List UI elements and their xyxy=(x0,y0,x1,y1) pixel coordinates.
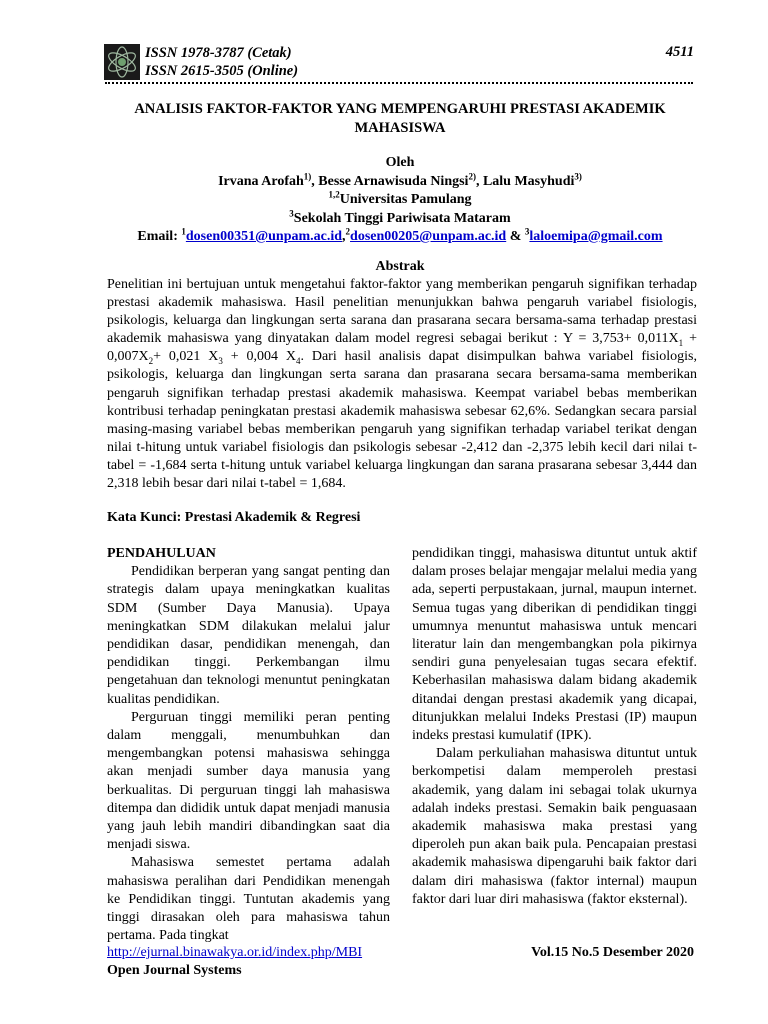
issn-block xyxy=(145,44,298,80)
affiliation-1: $^{1,2}$Universitas Pamulang xyxy=(328,189,472,207)
issn-print: ISSN 1978-3787 (Cetak) xyxy=(145,45,292,61)
abstract-body: Penelitian ini bertujuan untuk mengetahui faktor-faktor yang memberikan pengaruh signifikan terhadap prestasi akademik mahasiswa. Hasil penelitian menunjukkan bahwa pengaruh variabel fisiologis, psikologis, keluarga dan lingkungan serta sarana dan prasarana secara bersama-sama terhadap prestasi akademik mahasiswa yang dinyatakan dalam model regresi sebagai berikut : $Y = 3,753+ 0,011X_1 + 0,007X_2+ 0,021$ $X_3 + 0,004$ $X_4$. Dari hasil analisis dapat disimpulkan bahwa variabel fisiologis, psikologis, keluarga dan lingkungan serta sarana dan prasarana secara bersama-sama memberikan pengaruh signifikan terhadap prestasi akademik mahasiswa. Keempat variabel bebas memberikan kontribusi terhadap peningkatan prestasi akademik mahasiswa sebesar 62,6%. Sedangkan secara parsial masing-masing variabel bebas memberikan pengaruh yang signifikan terhadap variabel terikat dengan nilai t-hitung untuk variabel fisiologis dan psikologis sebesar -2,412 dan -2,375 lebih kecil dari nilai t-tabel = -1,684 serta t-hitung untuk variabel keluarga lingkungan dan sarana prasarana sebesar 3,444 dan 2,318 lebih besar dari nilai t-tabel = 1,684. xyxy=(107,277,697,492)
left-paragraph-2: Perguruan tinggi memiliki peran penting dalam menggali, menumbuhkan dan mengembangkan potensi mahasiswa sehingga akan menjadi sumber daya manusia yang berkualitas. Di perguruan tinggi lah mahasiswa ditempa dan dididik untuk dapat menjadi manusia yang jauh lebih mandiri dibandingkan saat dia menjadi siswa. xyxy=(107,709,390,853)
keywords: Kata Kunci: Prestasi Akademik & Regresi xyxy=(107,510,361,525)
issn-online: ISSN 2615-3505 (Online) xyxy=(145,63,299,79)
right-column xyxy=(412,545,697,909)
author-block xyxy=(100,154,700,247)
right-paragraph-2: Dalam perkuliahan mahasiswa dituntut untuk berkompetisi dalam memperoleh prestasi akademik, yang dalam ini sebagai tolak ukurnya adalah indeks prestasi. Semakin baik penguasaan akademik mahasiswa maka prestasi yang diperoleh pun akan baik pula. Pencapaian prestasi akademik mahasiswa dipengaruhi baik faktor dari dalam diri mahasiswa (faktor internal) maupun faktor dari luar diri mahasiswa (faktor eksternal). xyxy=(412,746,697,907)
journal-logo-icon xyxy=(104,44,140,80)
left-column xyxy=(107,545,390,945)
right-paragraph-1: pendidikan tinggi, mahasiswa dituntut untuk aktif dalam proses belajar mengajar melalui media yang ada, seperti perpustakaan, jurnal, maupun internet. Semua tugas yang diberikan di pendidikan tinggi umumnya menuntut mahasiswa untuk mencari literatur lain dan mengembangkan pola pikirnya sendiri guna penyelesaian tugas secara efektif. Keberhasilan mahasiswa dalam bidang akademik ditandai dengan prestasi akademik yang dicapai, ditunjukkan melalui Indeks Prestasi (IP) maupun indeks prestasi kumulatif (IPK). xyxy=(412,546,697,744)
email-link-1[interactable]: dosen00351@unpam.ac.id xyxy=(185,229,343,244)
paper-title-line1: ANALISIS FAKTOR-FAKTOR YANG MEMPENGARUHI PRESTASI AKADEMIK xyxy=(134,101,666,117)
email-line: Email: $^1$dosen00351@unpam.ac.id,$^2$dosen00205@unpam.ac.id & $^3$laloemipa@gmail.com xyxy=(137,226,663,244)
footer-url xyxy=(107,945,362,961)
journal-url-link[interactable]: http://ejurnal.binawakya.or.id/index.php/MBI xyxy=(107,945,363,960)
page-number: 4511 xyxy=(665,44,694,60)
header-divider xyxy=(105,82,693,84)
left-paragraph-3: Mahasiswa semestet pertama adalah mahasiswa peralihan dari Pendidikan menengah ke Pendidikan tinggi. Tuntutan akademis yang tinggi dirasakan oleh para mahasiswa tahun pertama. Pada tingkat xyxy=(107,855,390,944)
author-names: Irvana Arofah$^{1)}$, Besse Arnawisuda Ningsi$^{2)}$, Lalu Masyhudi$^{3)}$ xyxy=(218,170,582,189)
email-link-3[interactable]: laloemipa@gmail.com xyxy=(529,229,663,244)
footer-ojs: Open Journal Systems xyxy=(107,963,242,978)
by-label: Oleh xyxy=(385,155,415,170)
left-paragraph-1: Pendidikan berperan yang sangat penting dan strategis dalam upaya meningkatkan kualitas SDM (Sumber Daya Manusia). Upaya meningkatkan SDM dilakukan melalui jalur pendidikan dasar, pendidikan menengah, dan pendidikan tinggi. Perkembangan ilmu pengetahuan dan teknologi menuntut peningkatan kualitas pendidikan. xyxy=(107,564,390,707)
paper-title xyxy=(100,100,700,138)
abstract-heading: Abstrak xyxy=(375,259,425,274)
paper-title-line2: MAHASISWA xyxy=(354,120,446,136)
email-link-2[interactable]: dosen00205@unpam.ac.id xyxy=(350,229,507,244)
footer-volume: Vol.15 No.5 Desember 2020 xyxy=(531,945,694,960)
affiliation-2: $^3$Sekolah Tinggi Pariwisata Mataram xyxy=(289,207,511,226)
section-heading: PENDAHULUAN xyxy=(107,546,216,561)
